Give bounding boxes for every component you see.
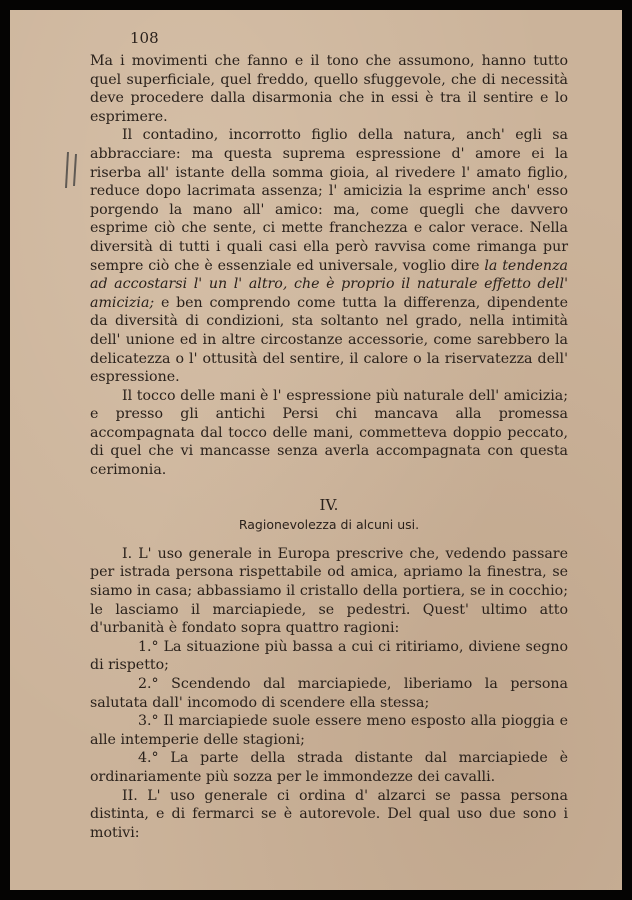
paragraph-tocco: Il tocco delle mani è l' espressione più naturale dell' amicizia; e presso gli antichi Persi chi mancava alla promessa accompagnata dal tocco delle mani, commetteva doppio peccato, di quel che vi mancasse senza averla accompagnata con questa cerimonia. — [90, 387, 568, 479]
section-number: IV. — [319, 495, 339, 514]
section-title: Ragionevolezza di alcuni usi. — [238, 517, 420, 533]
paragraph-movimenti: Ma i movimenti che fanno e il tono che assumono, hanno tutto quel superficiale, quel freddo, quello sfuggevole, che di necessità deve procedere dalla disarmonia che in essi è tra il sentire e lo esprimere. — [90, 53, 568, 125]
book-page — [10, 10, 622, 890]
page-body — [90, 30, 568, 842]
paragraph-uso-generale: I. L' uso generale in Europa prescrive che, vedendo passare per istrada persona rispettabile od amica, apriamo la finestra, se siamo in casa; abbassiamo il cristallo della portiera, se in cocchio; le lasciamo il marciapiede, se pedestri. Quest' ultimo atto d'urbanità è fondato sopra quattro ragioni: — [90, 545, 568, 637]
list-item-ragione-2: 2.° Scendendo dal marciapiede, liberiamo la persona salutata dall' incomodo di scendere ella stessa; — [90, 676, 568, 711]
paragraph-alzarci: II. L' uso generale ci ordina d' alzarci se passa persona distinta, e di fermarci se è autorevole. Del qual uso due sono i motivi: — [90, 787, 568, 841]
contadino-italic-phrase: la tendenza ad accostarsi l' un l' altro, che è proprio il naturale effetto dell' amicizia; — [90, 257, 569, 311]
contadino-text-end: e ben comprendo come tutta la differenza, dipendente da diversità di condizioni, sta soltanto nel grado, nella intimità dell' unione ed in altre circostanze accessorie, come sarebbero la delicatezza o l' ottusità del sentire, il calore o la riservatezza dell' espressione. — [90, 294, 568, 386]
contadino-text-start: Il contadino, incorrotto figlio della natura, anch' egli sa abbracciare: ma questa suprema espressione d' amore ei la riserba all' istante della somma gioia, al rivedere l' amato figlio, reduce dopo lacrimata assenza; l' amicizia la esprime anch' esso porgendo la mano all' amico: ma, come quegli che davvero esprime ciò che sente, ci mette franchezza e calor verace. Nella diversità di tutti i quali casi ella però ravvisa come rimanga pur sempre ciò che è essenziale ed universale, voglio dire — [90, 127, 568, 274]
list-item-ragione-3: 3.° Il marciapiede suole essere meno esposto alla pioggia e alle intemperie delle stagioni; — [90, 713, 568, 748]
list-item-ragione-1: 1.° La situazione più bassa a cui ci ritiriamo, diviene segno di rispetto; — [90, 638, 568, 674]
paragraph-contadino — [90, 126, 568, 386]
pencil-margin-mark — [63, 150, 81, 190]
page-number: 108 — [130, 29, 159, 47]
list-item-ragione-4: 4.° La parte della strada distante dal marciapiede è ordinariamente più sozza per le immondezze dei cavalli. — [90, 750, 568, 785]
